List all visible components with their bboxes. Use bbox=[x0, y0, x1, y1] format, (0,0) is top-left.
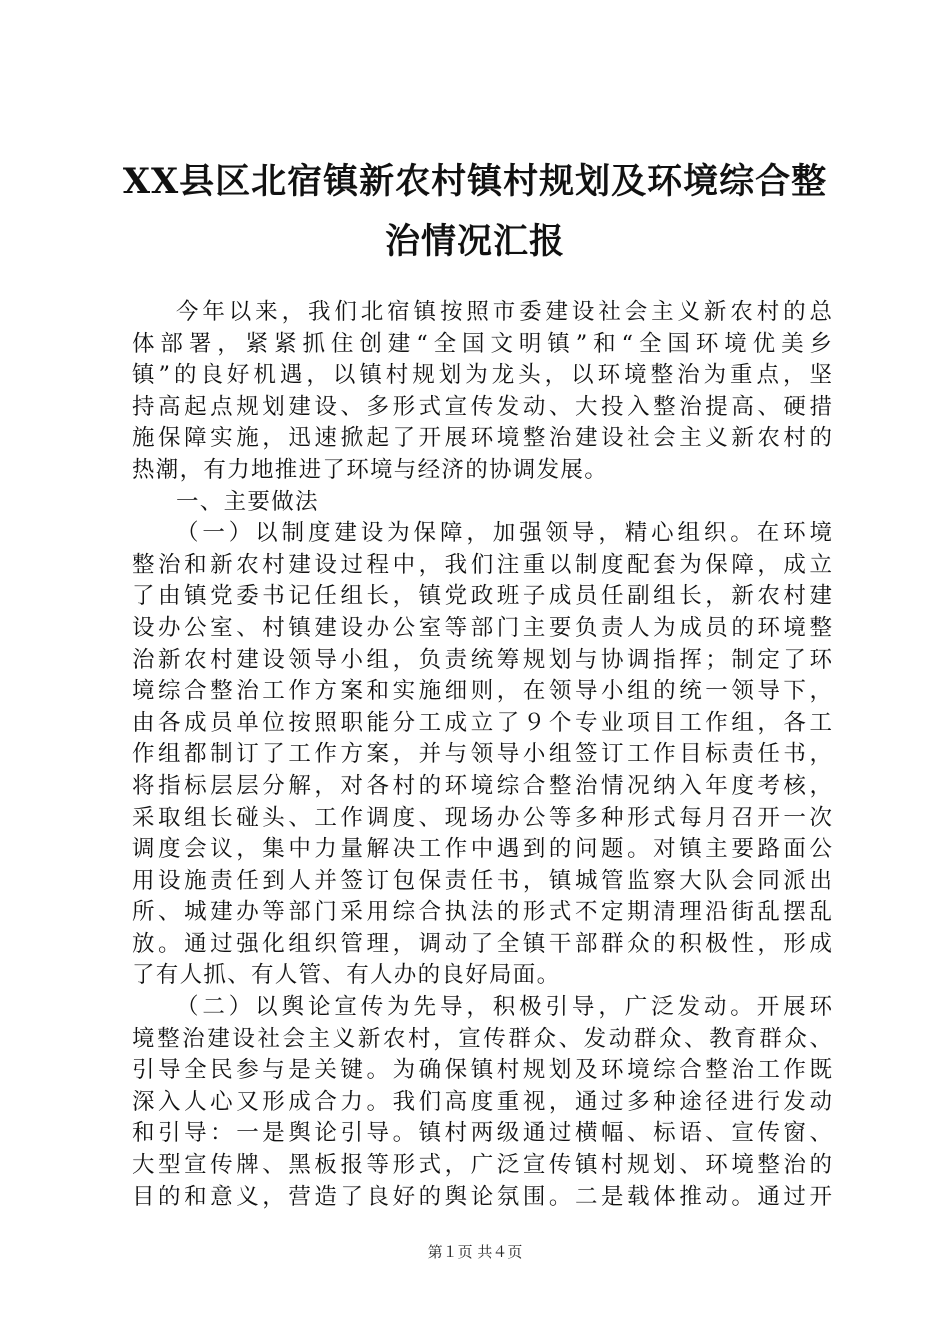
body-line: 将指标层层分解，对各村的环境综合整治情况纳入年度考核， bbox=[132, 772, 832, 799]
body-line: （二）以舆论宣传为先导，积极引导，广泛发动。开展环 bbox=[176, 994, 832, 1021]
document-title-line-1: XX县区北宿镇新农村镇村规划及环境综合整 bbox=[122, 161, 828, 202]
body-line: 镇”的良好机遇，以镇村规划为龙头，以环境整治为重点，坚 bbox=[132, 362, 832, 389]
body-line: 治新农村建设领导小组，负责统筹规划与协调指挥；制定了环 bbox=[132, 646, 832, 673]
section-heading: 一、主要做法 bbox=[176, 488, 319, 515]
body-line: （一）以制度建设为保障，加强领导，精心组织。在环境 bbox=[176, 520, 832, 547]
body-line: 和引导：一是舆论引导。镇村两级通过横幅、标语、宣传窗、 bbox=[132, 1120, 832, 1147]
body-line: 施保障实施，迅速掀起了开展环境整治建设社会主义新农村的 bbox=[132, 425, 832, 452]
body-line: 引导全民参与是关键。为确保镇村规划及环境综合整治工作既 bbox=[132, 1057, 832, 1084]
body-line: 采取组长碰头、工作调度、现场办公等多种形式每月召开一次 bbox=[132, 804, 832, 831]
body-line: 整治和新农村建设过程中，我们注重以制度配套为保障，成立 bbox=[132, 551, 832, 578]
body-line: 了有人抓、有人管、有人办的良好局面。 bbox=[132, 962, 561, 989]
body-line: 热潮，有力地推进了环境与经济的协调发展。 bbox=[132, 456, 609, 483]
body-line: 深入人心又形成合力。我们高度重视，通过多种途径进行发动 bbox=[132, 1088, 832, 1115]
body-line: 调度会议，集中力量解决工作中遇到的问题。对镇主要路面公 bbox=[132, 836, 832, 863]
body-line: 大型宣传牌、黑板报等形式，广泛宣传镇村规划、环境整治的 bbox=[132, 1152, 832, 1179]
body-line: 持高起点规划建设、多形式宣传发动、大投入整治提高、硬措 bbox=[132, 393, 832, 420]
document-title-line-2: 治情况汇报 bbox=[384, 221, 565, 262]
body-line: 境综合整治工作方案和实施细则，在领导小组的统一领导下， bbox=[132, 678, 832, 705]
body-line: 所、城建办等部门采用综合执法的形式不定期清理沿街乱摆乱 bbox=[132, 899, 832, 926]
body-line: 体部署，紧紧抓住创建“全国文明镇”和“全国环境优美乡 bbox=[132, 330, 832, 357]
body-line: 境整治建设社会主义新农村，宣传群众、发动群众、教育群众、 bbox=[132, 1025, 832, 1052]
body-line: 放。通过强化组织管理，调动了全镇干部群众的积极性，形成 bbox=[132, 930, 832, 957]
body-line: 今年以来，我们北宿镇按照市委建设社会主义新农村的总 bbox=[176, 299, 832, 325]
document-body bbox=[132, 297, 832, 1213]
body-line: 设办公室、村镇建设办公室等部门主要负责人为成员的环境整 bbox=[132, 614, 832, 641]
body-line: 了由镇党委书记任组长，镇党政班子成员任副组长，新农村建 bbox=[132, 583, 832, 610]
body-line: 由各成员单位按照职能分工成立了９个专业项目工作组，各工 bbox=[132, 709, 832, 736]
body-line: 用设施责任到人并签订包保责任书，镇城管监察大队会同派出 bbox=[132, 867, 832, 894]
body-line: 作组都制订了工作方案，并与领导小组签订工作目标责任书， bbox=[132, 741, 832, 768]
body-line: 目的和意义，营造了良好的舆论氛围。二是载体推动。通过开 bbox=[132, 1183, 832, 1210]
page-footer: 第１页 共４页 bbox=[427, 1243, 523, 1261]
